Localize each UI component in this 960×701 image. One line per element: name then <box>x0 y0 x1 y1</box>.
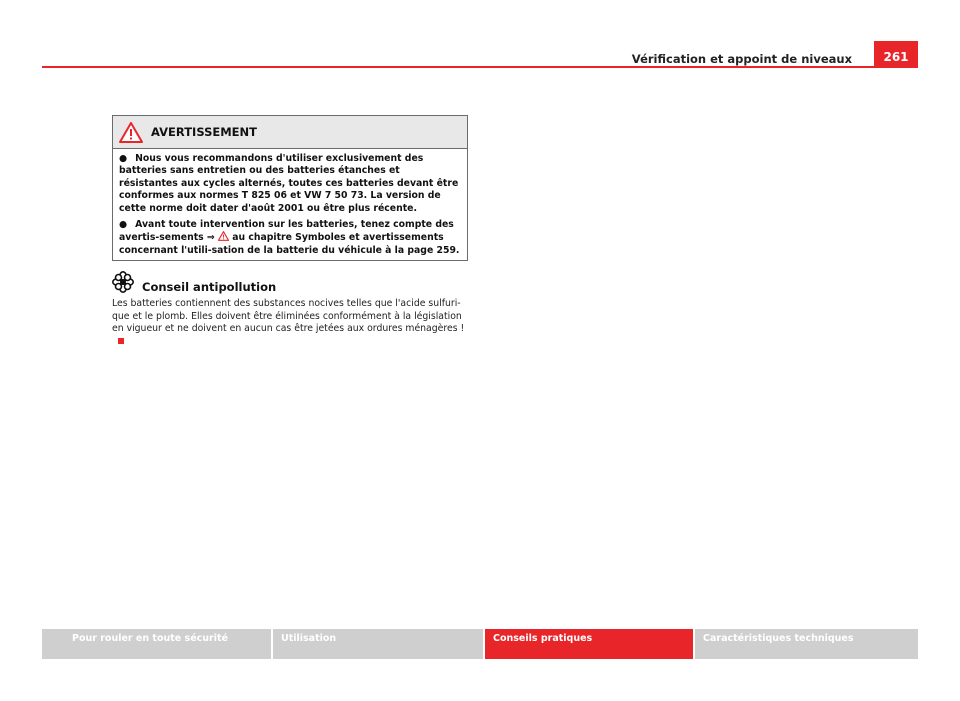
warning-item-text: Avant toute intervention sur les batteries, tenez compte des avertis-sements <box>119 219 454 244</box>
footer-nav <box>42 629 918 659</box>
warning-item <box>119 153 461 215</box>
warning-item-text: au chapitre Symboles et avertissements concernant l'utili-sation de la batterie du véhicule à la page 259. <box>119 232 460 256</box>
warning-triangle-icon <box>119 122 143 143</box>
warning-item <box>119 219 461 257</box>
eco-header <box>112 270 468 294</box>
page-header-title: Vérification et appoint de niveaux <box>631 52 852 66</box>
footer-tab-conseils-pratiques[interactable]: Conseils pratiques <box>485 629 695 659</box>
end-of-section-mark <box>118 338 124 344</box>
footer-tab-securite[interactable]: Pour rouler en toute sécurité <box>42 629 273 659</box>
footer-tab-utilisation[interactable]: Utilisation <box>273 629 485 659</box>
footer-tab-caracteristiques[interactable]: Caractéristiques techniques <box>695 629 918 659</box>
page-number-badge: 261 <box>874 41 918 67</box>
eco-text <box>112 298 468 348</box>
reference-arrow: ⇒ <box>206 232 215 244</box>
eco-section <box>112 270 468 348</box>
warning-header <box>113 116 467 149</box>
warning-box <box>112 115 468 261</box>
bullet-icon: ● <box>119 219 128 231</box>
bullet-icon: ● <box>119 153 128 164</box>
header-rule <box>42 66 918 68</box>
eco-title: Conseil antipollution <box>142 280 277 294</box>
warning-triangle-icon <box>218 231 229 241</box>
warning-title: AVERTISSEMENT <box>151 125 258 139</box>
warning-body <box>113 149 467 257</box>
flower-eco-icon <box>112 271 134 293</box>
eco-text-content: Les batteries contiennent des substances nocives telles que l'acide sulfuri-que et le plomb. Elles doivent être éliminées conformément à la législation en vigueur et ne doivent en aucun cas être jetées aux ordures ménagères ! <box>112 298 465 335</box>
warning-item-text: Nous vous recommandons d'utiliser exclusivement des batteries sans entretien ou des batteries étanches et résistantes aux cycles alternés, toutes ces batteries devant être conformes aux normes T 825 06 et VW 7 50 73. La version de cette norme doit dater d'août 2001 ou être plus récente. <box>119 153 459 214</box>
